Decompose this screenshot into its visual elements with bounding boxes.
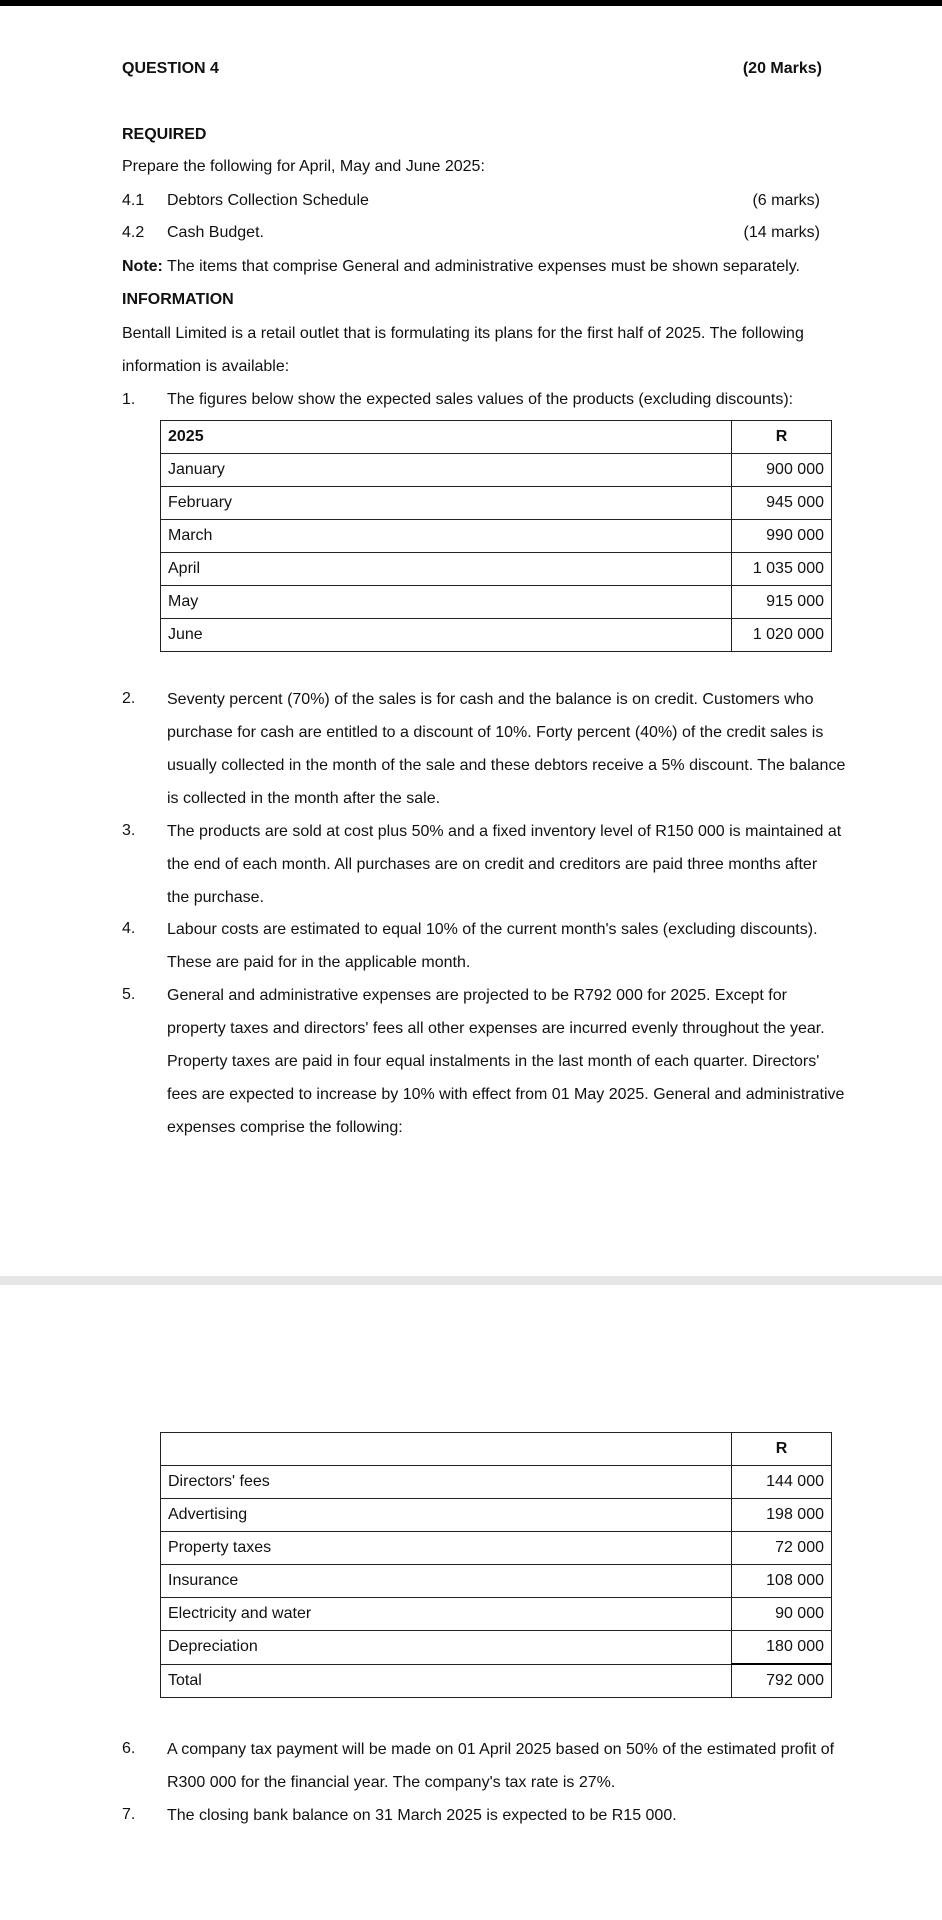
note-text: The items that comprise General and administrative expenses must be shown separately. bbox=[167, 258, 800, 275]
point-number: 6. bbox=[122, 1740, 136, 1757]
expense-item-cell: Property taxes bbox=[161, 1532, 732, 1565]
point-line: A company tax payment will be made on 01 April 2025 based on 50% of the estimated profit of bbox=[167, 1741, 835, 1758]
expense-item-cell: Depreciation bbox=[161, 1631, 732, 1665]
month-cell: February bbox=[161, 487, 732, 520]
value-cell: 180 000 bbox=[732, 1631, 832, 1665]
table-row bbox=[161, 1499, 832, 1532]
point-text bbox=[167, 815, 841, 914]
question-marks: (20 Marks) bbox=[742, 60, 822, 77]
table-row bbox=[161, 1466, 832, 1499]
table-row bbox=[161, 1631, 832, 1665]
value-cell: 90 000 bbox=[732, 1598, 832, 1631]
month-cell: January bbox=[161, 454, 732, 487]
sales-table bbox=[160, 420, 832, 652]
table-total-row bbox=[161, 1664, 832, 1698]
required-item-label: Cash Budget. bbox=[167, 224, 264, 241]
expense-item-cell: Advertising bbox=[161, 1499, 732, 1532]
value-cell: 108 000 bbox=[732, 1565, 832, 1598]
point-text bbox=[167, 979, 844, 1144]
table-row bbox=[161, 619, 832, 652]
required-heading: REQUIRED bbox=[122, 126, 207, 143]
expense-item-cell: Electricity and water bbox=[161, 1598, 732, 1631]
point-line: is collected in the month after the sale. bbox=[167, 790, 441, 807]
value-cell: 990 000 bbox=[732, 520, 832, 553]
table-header-blank bbox=[161, 1433, 732, 1466]
table-header-year: 2025 bbox=[161, 421, 732, 454]
point-line: expenses comprise the following: bbox=[167, 1119, 403, 1136]
point-text: The figures below show the expected sales values of the products (excluding discounts): bbox=[167, 391, 794, 408]
value-cell: 900 000 bbox=[732, 454, 832, 487]
table-row bbox=[161, 520, 832, 553]
month-cell: June bbox=[161, 619, 732, 652]
point-line: The closing bank balance on 31 March 2025 is expected to be R15 000. bbox=[167, 1807, 677, 1824]
value-cell: 1 020 000 bbox=[732, 619, 832, 652]
table-header-currency: R bbox=[732, 421, 832, 454]
table-row bbox=[161, 1598, 832, 1631]
information-heading: INFORMATION bbox=[122, 291, 234, 308]
point-line: usually collected in the month of the sale and these debtors receive a 5% discount. The balance bbox=[167, 757, 846, 774]
month-cell: April bbox=[161, 553, 732, 586]
point-line: These are paid for in the applicable month. bbox=[167, 954, 471, 971]
information-intro-line: information is available: bbox=[122, 358, 290, 375]
table-row bbox=[161, 487, 832, 520]
table-row bbox=[161, 454, 832, 487]
table-header-row bbox=[161, 1433, 832, 1466]
required-item-label: Debtors Collection Schedule bbox=[167, 192, 369, 209]
value-cell: 144 000 bbox=[732, 1466, 832, 1499]
point-line: Property taxes are paid in four equal instalments in the last month of each quarter. Directors' bbox=[167, 1053, 820, 1070]
point-number: 5. bbox=[122, 986, 136, 1003]
table-row bbox=[161, 553, 832, 586]
point-text bbox=[167, 683, 845, 815]
table-row bbox=[161, 586, 832, 619]
top-border bbox=[0, 0, 942, 6]
point-line: the purchase. bbox=[167, 889, 264, 906]
table-row bbox=[161, 1532, 832, 1565]
page-divider bbox=[0, 1276, 942, 1285]
point-line: the end of each month. All purchases are on credit and creditors are paid three months after bbox=[167, 856, 818, 873]
value-cell: 1 035 000 bbox=[732, 553, 832, 586]
point-text bbox=[167, 913, 818, 979]
point-text bbox=[167, 1733, 834, 1799]
table-header-row bbox=[161, 421, 832, 454]
point-number: 3. bbox=[122, 822, 136, 839]
point-number: 4. bbox=[122, 920, 136, 937]
point-number: 1. bbox=[122, 391, 136, 408]
table-row bbox=[161, 1565, 832, 1598]
note bbox=[122, 258, 800, 276]
month-cell: March bbox=[161, 520, 732, 553]
required-item-marks: (6 marks) bbox=[752, 192, 820, 209]
required-intro: Prepare the following for April, May and June 2025: bbox=[122, 158, 485, 175]
value-cell: 198 000 bbox=[732, 1499, 832, 1532]
point-text bbox=[167, 1799, 677, 1832]
expenses-table bbox=[160, 1432, 832, 1698]
point-number: 2. bbox=[122, 690, 136, 707]
table-header-currency: R bbox=[732, 1433, 832, 1466]
required-item-marks: (14 marks) bbox=[743, 224, 820, 241]
total-label-cell: Total bbox=[161, 1664, 732, 1698]
point-line: R300 000 for the financial year. The company's tax rate is 27%. bbox=[167, 1774, 616, 1791]
point-line: purchase for cash are entitled to a discount of 10%. Forty percent (40%) of the credit sales is bbox=[167, 724, 824, 741]
expense-item-cell: Insurance bbox=[161, 1565, 732, 1598]
required-item-num: 4.2 bbox=[122, 224, 145, 241]
point-line: property taxes and directors' fees all other expenses are incurred evenly throughout the year. bbox=[167, 1020, 825, 1037]
value-cell: 72 000 bbox=[732, 1532, 832, 1565]
value-cell: 915 000 bbox=[732, 586, 832, 619]
month-cell: May bbox=[161, 586, 732, 619]
total-value-cell: 792 000 bbox=[732, 1664, 832, 1698]
point-line: General and administrative expenses are projected to be R792 000 for 2025. Except for bbox=[167, 987, 787, 1004]
point-line: fees are expected to increase by 10% with effect from 01 May 2025. General and administrative bbox=[167, 1086, 845, 1103]
point-number: 7. bbox=[122, 1806, 136, 1823]
point-line: The products are sold at cost plus 50% and a fixed inventory level of R150 000 is maintained at bbox=[167, 823, 842, 840]
information-intro-line: Bentall Limited is a retail outlet that is formulating its plans for the first half of 2025. The following bbox=[122, 325, 804, 342]
value-cell: 945 000 bbox=[732, 487, 832, 520]
note-label: Note: bbox=[122, 258, 163, 275]
required-item-num: 4.1 bbox=[122, 192, 145, 209]
point-line: Seventy percent (70%) of the sales is for cash and the balance is on credit. Customers who bbox=[167, 691, 814, 708]
expense-item-cell: Directors' fees bbox=[161, 1466, 732, 1499]
question-title: QUESTION 4 bbox=[122, 60, 219, 77]
point-line: Labour costs are estimated to equal 10% of the current month's sales (excluding discounts). bbox=[167, 921, 818, 938]
